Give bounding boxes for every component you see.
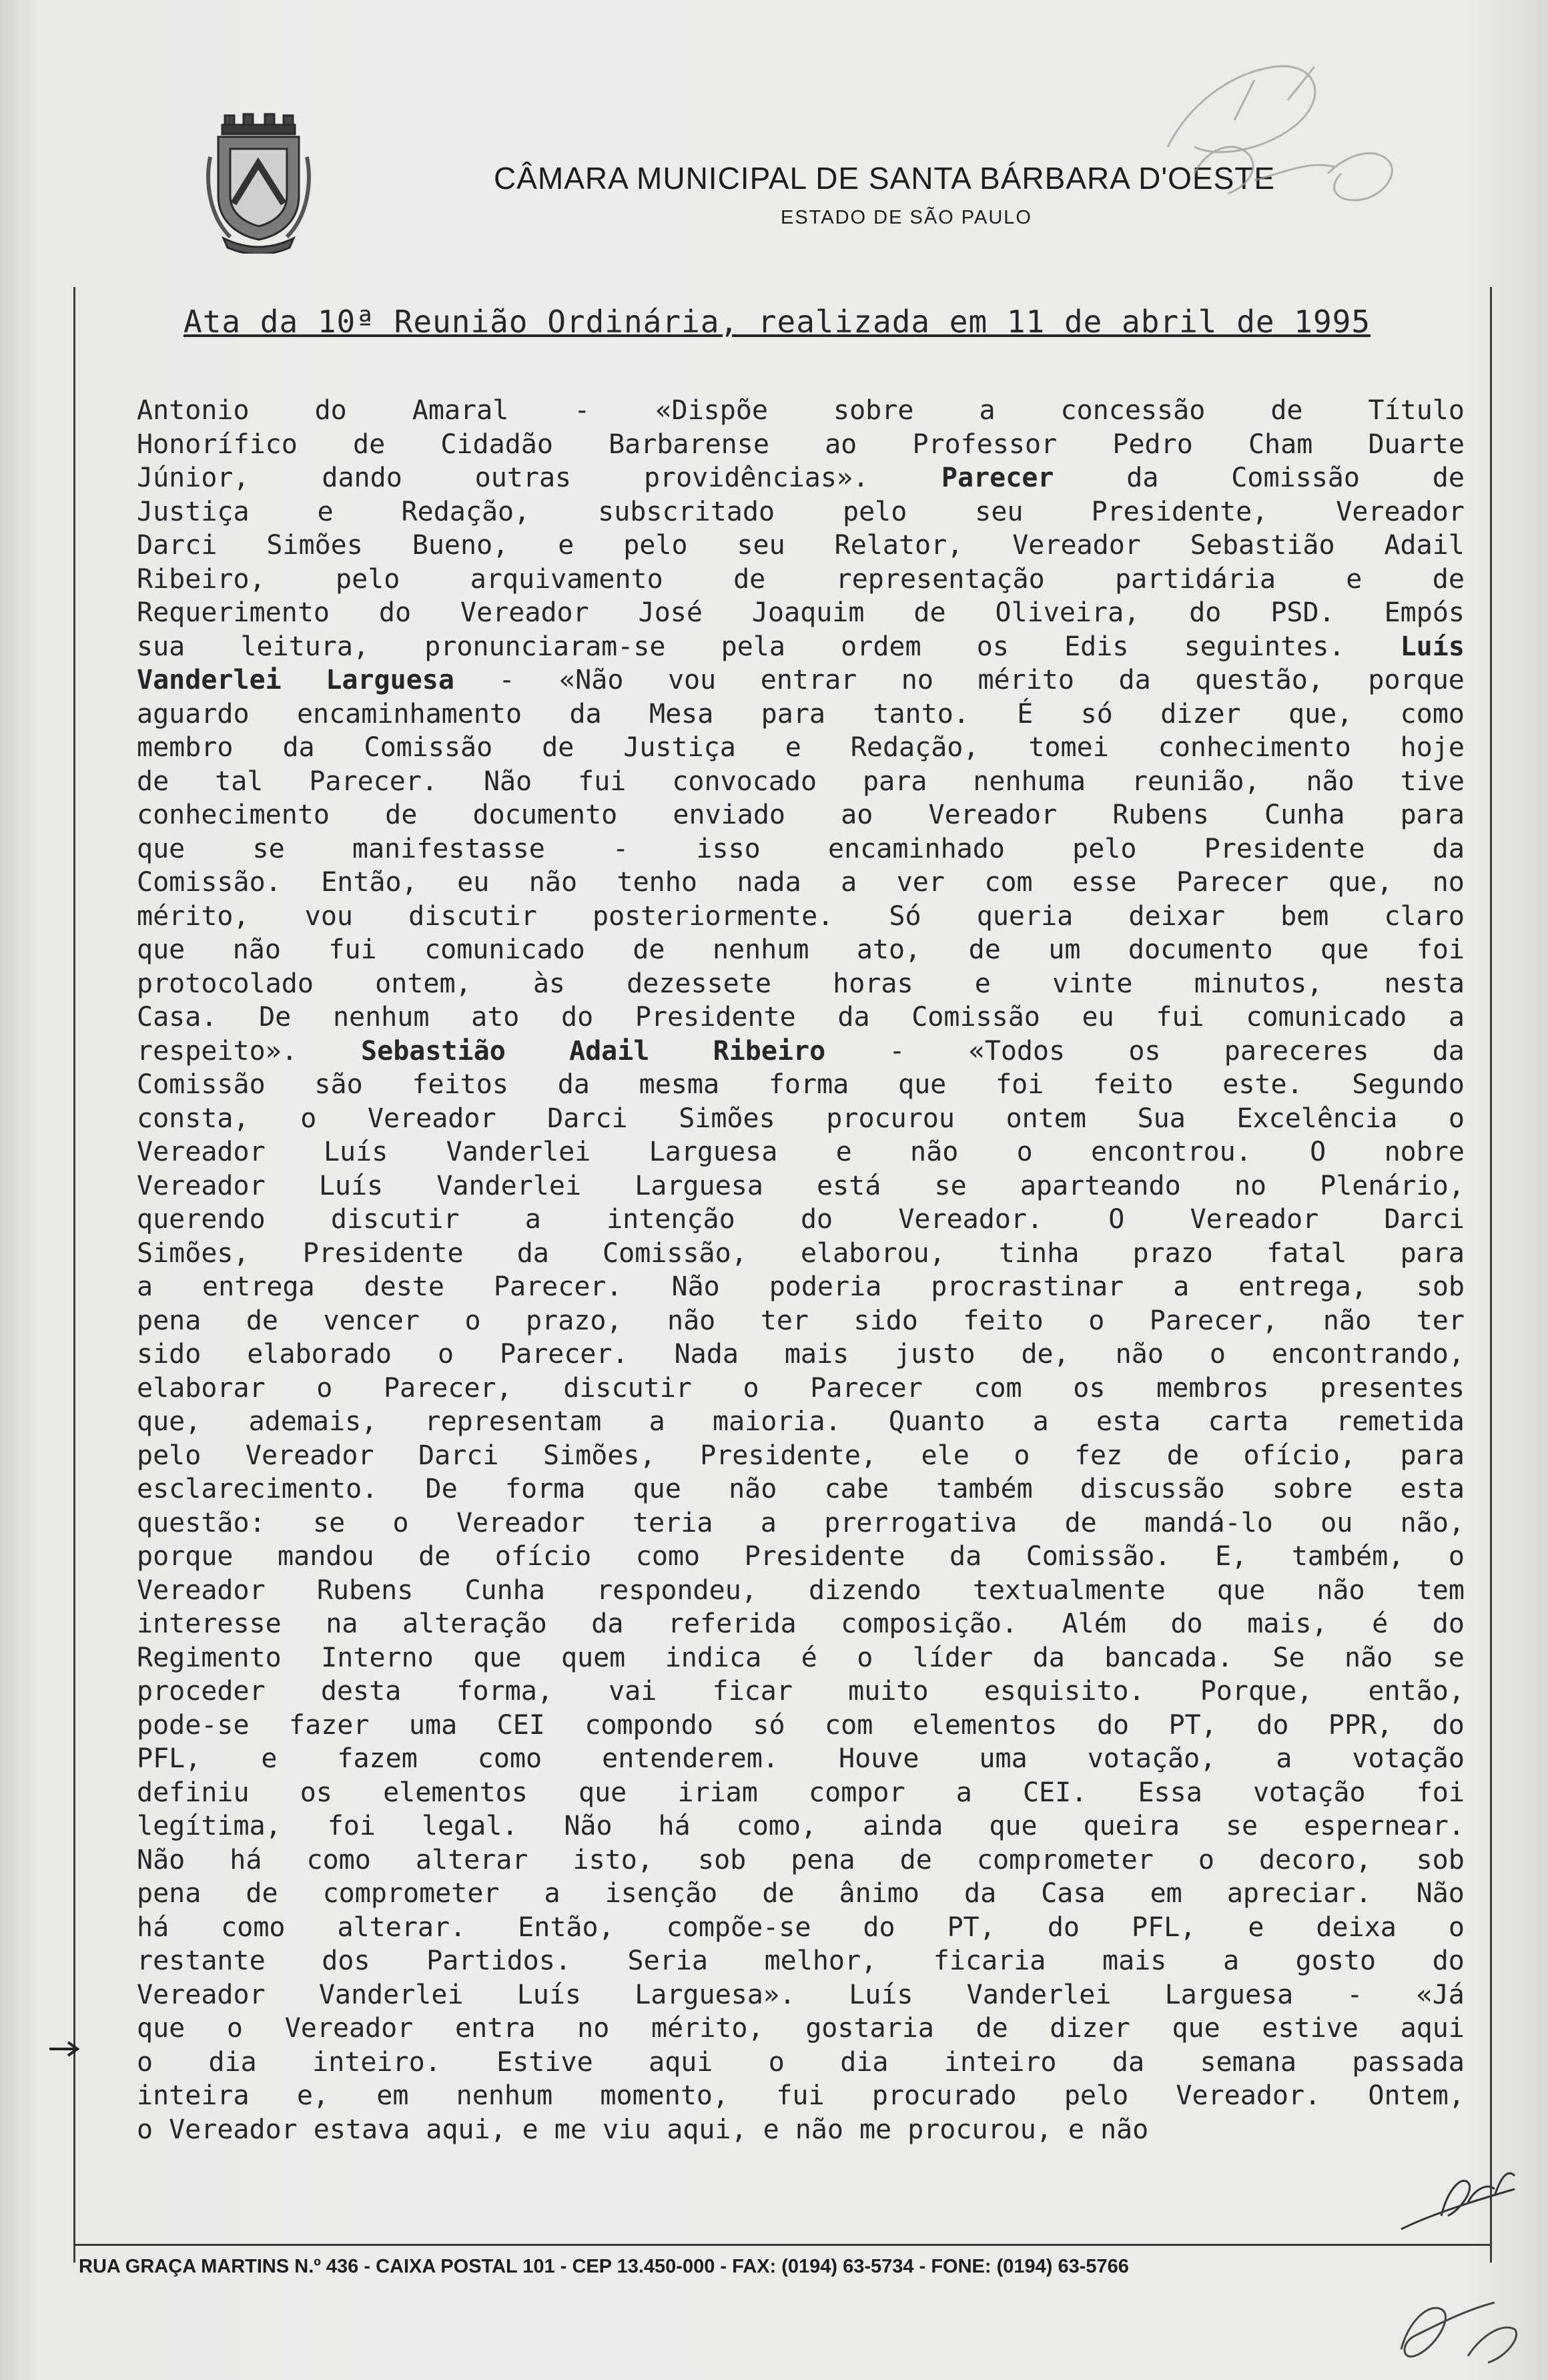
body-line: sido elaborado o Parecer. Nada mais justo de, não o encontrando, — [137, 1339, 1465, 1370]
body-line: Darci Simões Bueno, e pelo seu Relator, Vereador Sebastião Adail — [137, 530, 1465, 561]
body-line: Casa. De nenhum ato do Presidente da Comissão eu fui comunicado a — [137, 1002, 1465, 1032]
body-line: Comissão são feitos da mesma forma que foi feito este. Segundo — [137, 1069, 1465, 1100]
body-line: Simões, Presidente da Comissão, elaborou, tinha prazo fatal para — [137, 1237, 1465, 1269]
body-line: de tal Parecer. Não fui convocado para nenhuma reunião, não tive — [137, 766, 1465, 797]
body-line: sua leitura, pronunciaram-se pela ordem os Edis seguintes. Luís — [137, 631, 1465, 662]
body-line: esclarecimento. De forma que não cabe também discussão sobre esta — [137, 1474, 1465, 1504]
footer-rule — [73, 2244, 1492, 2246]
body-line: que o Vereador entra no mérito, gostaria de dizer que estive aqui — [137, 2013, 1465, 2044]
body-line: que não fui comunicado de nenhum ato, de um documento que foi — [137, 934, 1465, 965]
body-line: elaborar o Parecer, discutir o Parecer com os membros presentes — [137, 1372, 1465, 1404]
footer-address: RUA GRAÇA MARTINS N.º 436 - CAIXA POSTAL 101 - CEP 13.450-000 - FAX: (0194) 63-5734 - FONE: (0194) 63-5766 — [79, 2256, 1129, 2277]
body-line: há como alterar. Então, compõe-se do PT, do PFL, e deixa o — [137, 1911, 1465, 1943]
body-line: conhecimento de documento enviado ao Vereador Rubens Cunha para — [137, 800, 1465, 830]
council-name: CÂMARA MUNICIPAL DE SANTA BÁRBARA D'OESTE — [494, 161, 1276, 196]
minutes-body — [137, 394, 1465, 2146]
right-margin-rule — [1490, 287, 1492, 2263]
body-line: Regimento Interno que quem indica é o líder da bancada. Se não se — [137, 1642, 1465, 1673]
body-line: o dia inteiro. Estive aqui o dia inteiro da semana passada — [137, 2046, 1465, 2078]
body-line: que se manifestasse - isso encaminhado pelo Presidente da — [137, 833, 1465, 864]
body-line: Comissão. Então, eu não tenho nada a ver com esse Parecer que, no — [137, 867, 1465, 898]
municipal-crest-icon — [204, 110, 314, 254]
body-line: restante dos Partidos. Seria melhor, ficaria mais a gosto do — [137, 1946, 1465, 1976]
body-line: pode-se fazer uma CEI compondo só com elementos do PT, do PPR, do — [137, 1709, 1465, 1741]
body-line: Vereador Rubens Cunha respondeu, dizendo textualmente que não tem — [137, 1574, 1465, 1606]
body-line: interesse na alteração da referida composição. Além do mais, é do — [137, 1608, 1465, 1639]
initials-mark-icon — [1395, 2156, 1528, 2243]
body-line: Requerimento do Vereador José Joaquim de Oliveira, do PSD. Empós — [137, 597, 1465, 628]
body-line: que, ademais, representam a maioria. Quanto a esta carta remetida — [137, 1406, 1465, 1437]
body-line: Justiça e Redação, subscritado pelo seu Presidente, Vereador — [137, 496, 1465, 527]
body-line: PFL, e fazem como entenderem. Houve uma votação, a votação — [137, 1743, 1465, 1774]
body-line: protocolado ontem, às dezessete horas e vinte minutos, nesta — [137, 968, 1465, 999]
body-line: membro da Comissão de Justiça e Redação, tomei conhecimento hoje — [137, 732, 1465, 763]
body-line: definiu os elementos que iriam compor a CEI. Essa votação foi — [137, 1777, 1465, 1808]
body-line: Vereador Luís Vanderlei Larguesa está se aparteando no Plenário, — [137, 1170, 1465, 1201]
body-line: Antonio do Amaral - «Dispõe sobre a concessão de Título — [137, 395, 1465, 426]
body-line: Vanderlei Larguesa - «Não vou entrar no mérito da questão, porque — [137, 665, 1465, 695]
left-margin-rule — [73, 287, 75, 2263]
body-line: legítima, foi legal. Não há como, ainda que queira se espernear. — [137, 1811, 1465, 1841]
body-line: a entrega deste Parecer. Não poderia procrastinar a entrega, sob — [137, 1271, 1465, 1302]
signature-mark-icon — [821, 40, 1421, 307]
body-line: mérito, vou discutir posteriormente. Só queria deixar bem claro — [137, 900, 1465, 932]
body-line: Júnior, dando outras providências». Parecer da Comissão de — [137, 463, 1465, 493]
body-line: consta, o Vereador Darci Simões procurou ontem Sua Excelência o — [137, 1103, 1465, 1134]
body-line: o Vereador estava aqui, e me viu aqui, e não me procurou, e não — [137, 2114, 1149, 2145]
body-line: inteira e, em nenhum momento, fui procurado pelo Vereador. Ontem, — [137, 2080, 1465, 2111]
body-line: aguardo encaminhamento da Mesa para tanto. É só dizer que, como — [137, 698, 1465, 729]
body-line: proceder desta forma, vai ficar muito esquisito. Porque, então, — [137, 1676, 1465, 1707]
body-line: Ribeiro, pelo arquivamento de representação partidária e de — [137, 563, 1465, 595]
body-line: pena de vencer o prazo, não ter sido feito o Parecer, não ter — [137, 1305, 1465, 1336]
body-line: pena de comprometer a isenção de ânimo da Casa em apreciar. Não — [137, 1878, 1465, 1909]
body-line: Vereador Vanderlei Luís Larguesa». Luís Vanderlei Larguesa - «Já — [137, 1979, 1465, 2010]
minutes-title: Ata da 10ª Reunião Ordinária, realizada em 11 de abril de 1995 — [183, 304, 1371, 340]
body-line: questão: se o Vereador teria a prerrogativa de mandá-lo ou não, — [137, 1507, 1465, 1538]
body-line: Não há como alterar isto, sob pena de comprometer o decoro, sob — [137, 1844, 1465, 1875]
margin-arrow-icon — [48, 2039, 81, 2059]
body-line: Honorífico de Cidadão Barbarense ao Professor Pedro Cham Duarte — [137, 428, 1465, 460]
body-line: respeito». Sebastião Adail Ribeiro - «Todos os pareceres da — [137, 1035, 1465, 1067]
body-line: Vereador Luís Vanderlei Larguesa e não o encontrou. O nobre — [137, 1137, 1465, 1167]
body-line: pelo Vereador Darci Simões, Presidente, ele o fez de ofício, para — [137, 1440, 1465, 1471]
state-name: ESTADO DE SÃO PAULO — [781, 207, 1032, 228]
body-line: porque mandou de ofício como Presidente da Comissão. E, também, o — [137, 1541, 1465, 1572]
body-line: querendo discutir a intenção do Vereador. O Vereador Darci — [137, 1204, 1465, 1235]
footer-signature-icon — [1388, 2283, 1541, 2376]
